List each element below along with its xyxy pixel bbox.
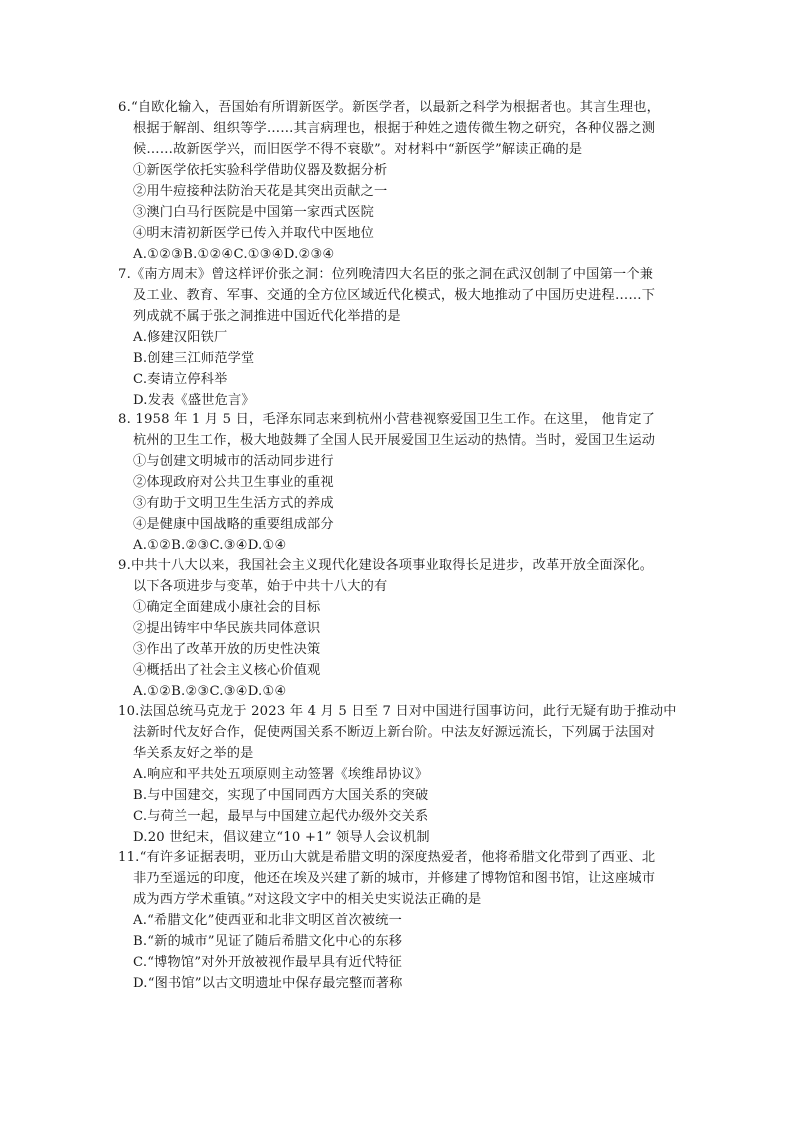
question-7 xyxy=(118,264,678,411)
answer-option: ③澳门白马行医院是中国第一家西式医院 xyxy=(133,205,374,220)
answer-option: ④是健康中国战略的重要组成部分 xyxy=(133,517,334,532)
answer-option: C.“博物馆”对外开放被视作最早具有近代特征 xyxy=(133,955,403,970)
answer-option: ③有助于文明卫生生活方式的养成 xyxy=(133,496,334,511)
question-10 xyxy=(118,701,678,848)
answer-option: ③作出了改革开放的历史性决策 xyxy=(133,642,321,657)
question-stem-line: 列成就不属于张之洞推进中国近代化举措的是 xyxy=(133,309,401,324)
answer-choices: A.①②B.②③C.③④D.①④ xyxy=(133,684,287,699)
question-stem-line: 非乃至遥远的印度，他还在埃及兴建了新的城市，并修建了博物馆和图书馆，让这座城市 xyxy=(133,871,656,886)
question-8 xyxy=(118,409,678,556)
answer-option: D.“图书馆”以古文明遗址中保存最完整而著称 xyxy=(133,976,403,991)
answer-option: ①与创建文明城市的活动同步进行 xyxy=(133,454,334,469)
answer-option: D.发表《盛世危言》 xyxy=(133,393,255,408)
answer-option: C.与荷兰一起，最早与中国建立起代办级外交关系 xyxy=(133,809,429,824)
answer-option: D.20 世纪末，倡议建立“10 +1” 领导人会议机制 xyxy=(133,830,430,845)
answer-option: ④明末清初新医学已传入并取代中医地位 xyxy=(133,226,374,241)
question-stem-line: 7.《南方周末》曾这样评价张之洞：位列晚清四大名臣的张之洞在武汉创制了中国第一个兼 xyxy=(118,267,654,282)
answer-option: A.修建汉阳铁厂 xyxy=(133,330,228,345)
answer-option: ②提出铸牢中华民族共同体意识 xyxy=(133,621,321,636)
question-stem-line: 候……故新医学兴，而旧医学不得不衰歇”。对材料中“新医学”解读正确的是 xyxy=(133,142,583,157)
question-stem-line: 10.法国总统马克龙于 2023 年 4 月 5 日至 7 日对中国进行国事访问，此行无疑有助于推动中 xyxy=(118,704,677,719)
question-stem-line: 9.中共十八大以来，我国社会主义现代化建设各项事业取得长足进步，改革开放全面深化。 xyxy=(118,558,654,573)
question-6 xyxy=(118,97,678,265)
question-stem-line: 及工业、教育、军事、交通的全方位区域近代化模式，极大地推动了中国历史进程……下 xyxy=(133,288,656,303)
question-stem-line: 成为西方学术重镇。”对这段文字中的相关史实说法正确的是 xyxy=(133,892,482,907)
answer-option: C.奏请立停科举 xyxy=(133,372,228,387)
answer-option: ④概括出了社会主义核心价值观 xyxy=(133,663,321,678)
answer-choices: A.①②③B.①②④C.①③④D.②③④ xyxy=(133,247,335,262)
answer-option: A.响应和平共处五项原则主动签署《埃维昂协议》 xyxy=(133,767,429,782)
answer-option: B.与中国建交，实现了中国同西方大国关系的突破 xyxy=(133,788,429,803)
answer-option: ②体现政府对公共卫生事业的重视 xyxy=(133,475,334,490)
question-9 xyxy=(118,555,678,702)
question-stem-line: 杭州的卫生工作，极大地鼓舞了全国人民开展爱国卫生运动的热情。当时，爱国卫生运动 xyxy=(133,433,656,448)
answer-option: B.“新的城市”见证了随后希腊文化中心的东移 xyxy=(133,934,403,949)
question-stem-line: 以下各项进步与变革，始于中共十八大的有 xyxy=(133,579,388,594)
question-stem-line: 11.“有许多证据表明，亚历山大就是希腊文明的深度热爱者，他将希腊文化带到了西亚、北 xyxy=(118,850,656,865)
answer-option: ①确定全面建成小康社会的目标 xyxy=(133,600,321,615)
question-stem-line: 根据于解剖、组织等学……其言病理也，根据于种姓之遗传微生物之研究，各种仪器之测 xyxy=(133,121,656,136)
question-stem-line: 法新时代友好合作，促使两国关系不断迈上新台阶。中法友好源远流长，下列属于法国对 xyxy=(133,725,656,740)
question-stem-line: 8. 1958 年 1 月 5 日，毛泽东同志来到杭州小营巷视察爱国卫生工作。在这里， 他肯定了 xyxy=(118,412,656,427)
question-11 xyxy=(118,847,678,994)
answer-choices: A.①②B.②③C.③④D.①④ xyxy=(133,538,287,553)
answer-option: ②用牛痘接种法防治天花是其突出贡献之一 xyxy=(133,184,388,199)
answer-option: A.“希腊文化”使西亚和北非文明区首次被统一 xyxy=(133,913,402,928)
answer-option: ①新医学依托实验科学借助仪器及数据分析 xyxy=(133,163,388,178)
question-stem-line: 6.“自欧化输入，吾国始有所谓新医学。新医学者，以最新之科学为根据者也。其言生理也， xyxy=(118,100,661,115)
answer-option: B.创建三江师范学堂 xyxy=(133,351,255,366)
question-stem-line: 华关系友好之举的是 xyxy=(133,746,254,761)
